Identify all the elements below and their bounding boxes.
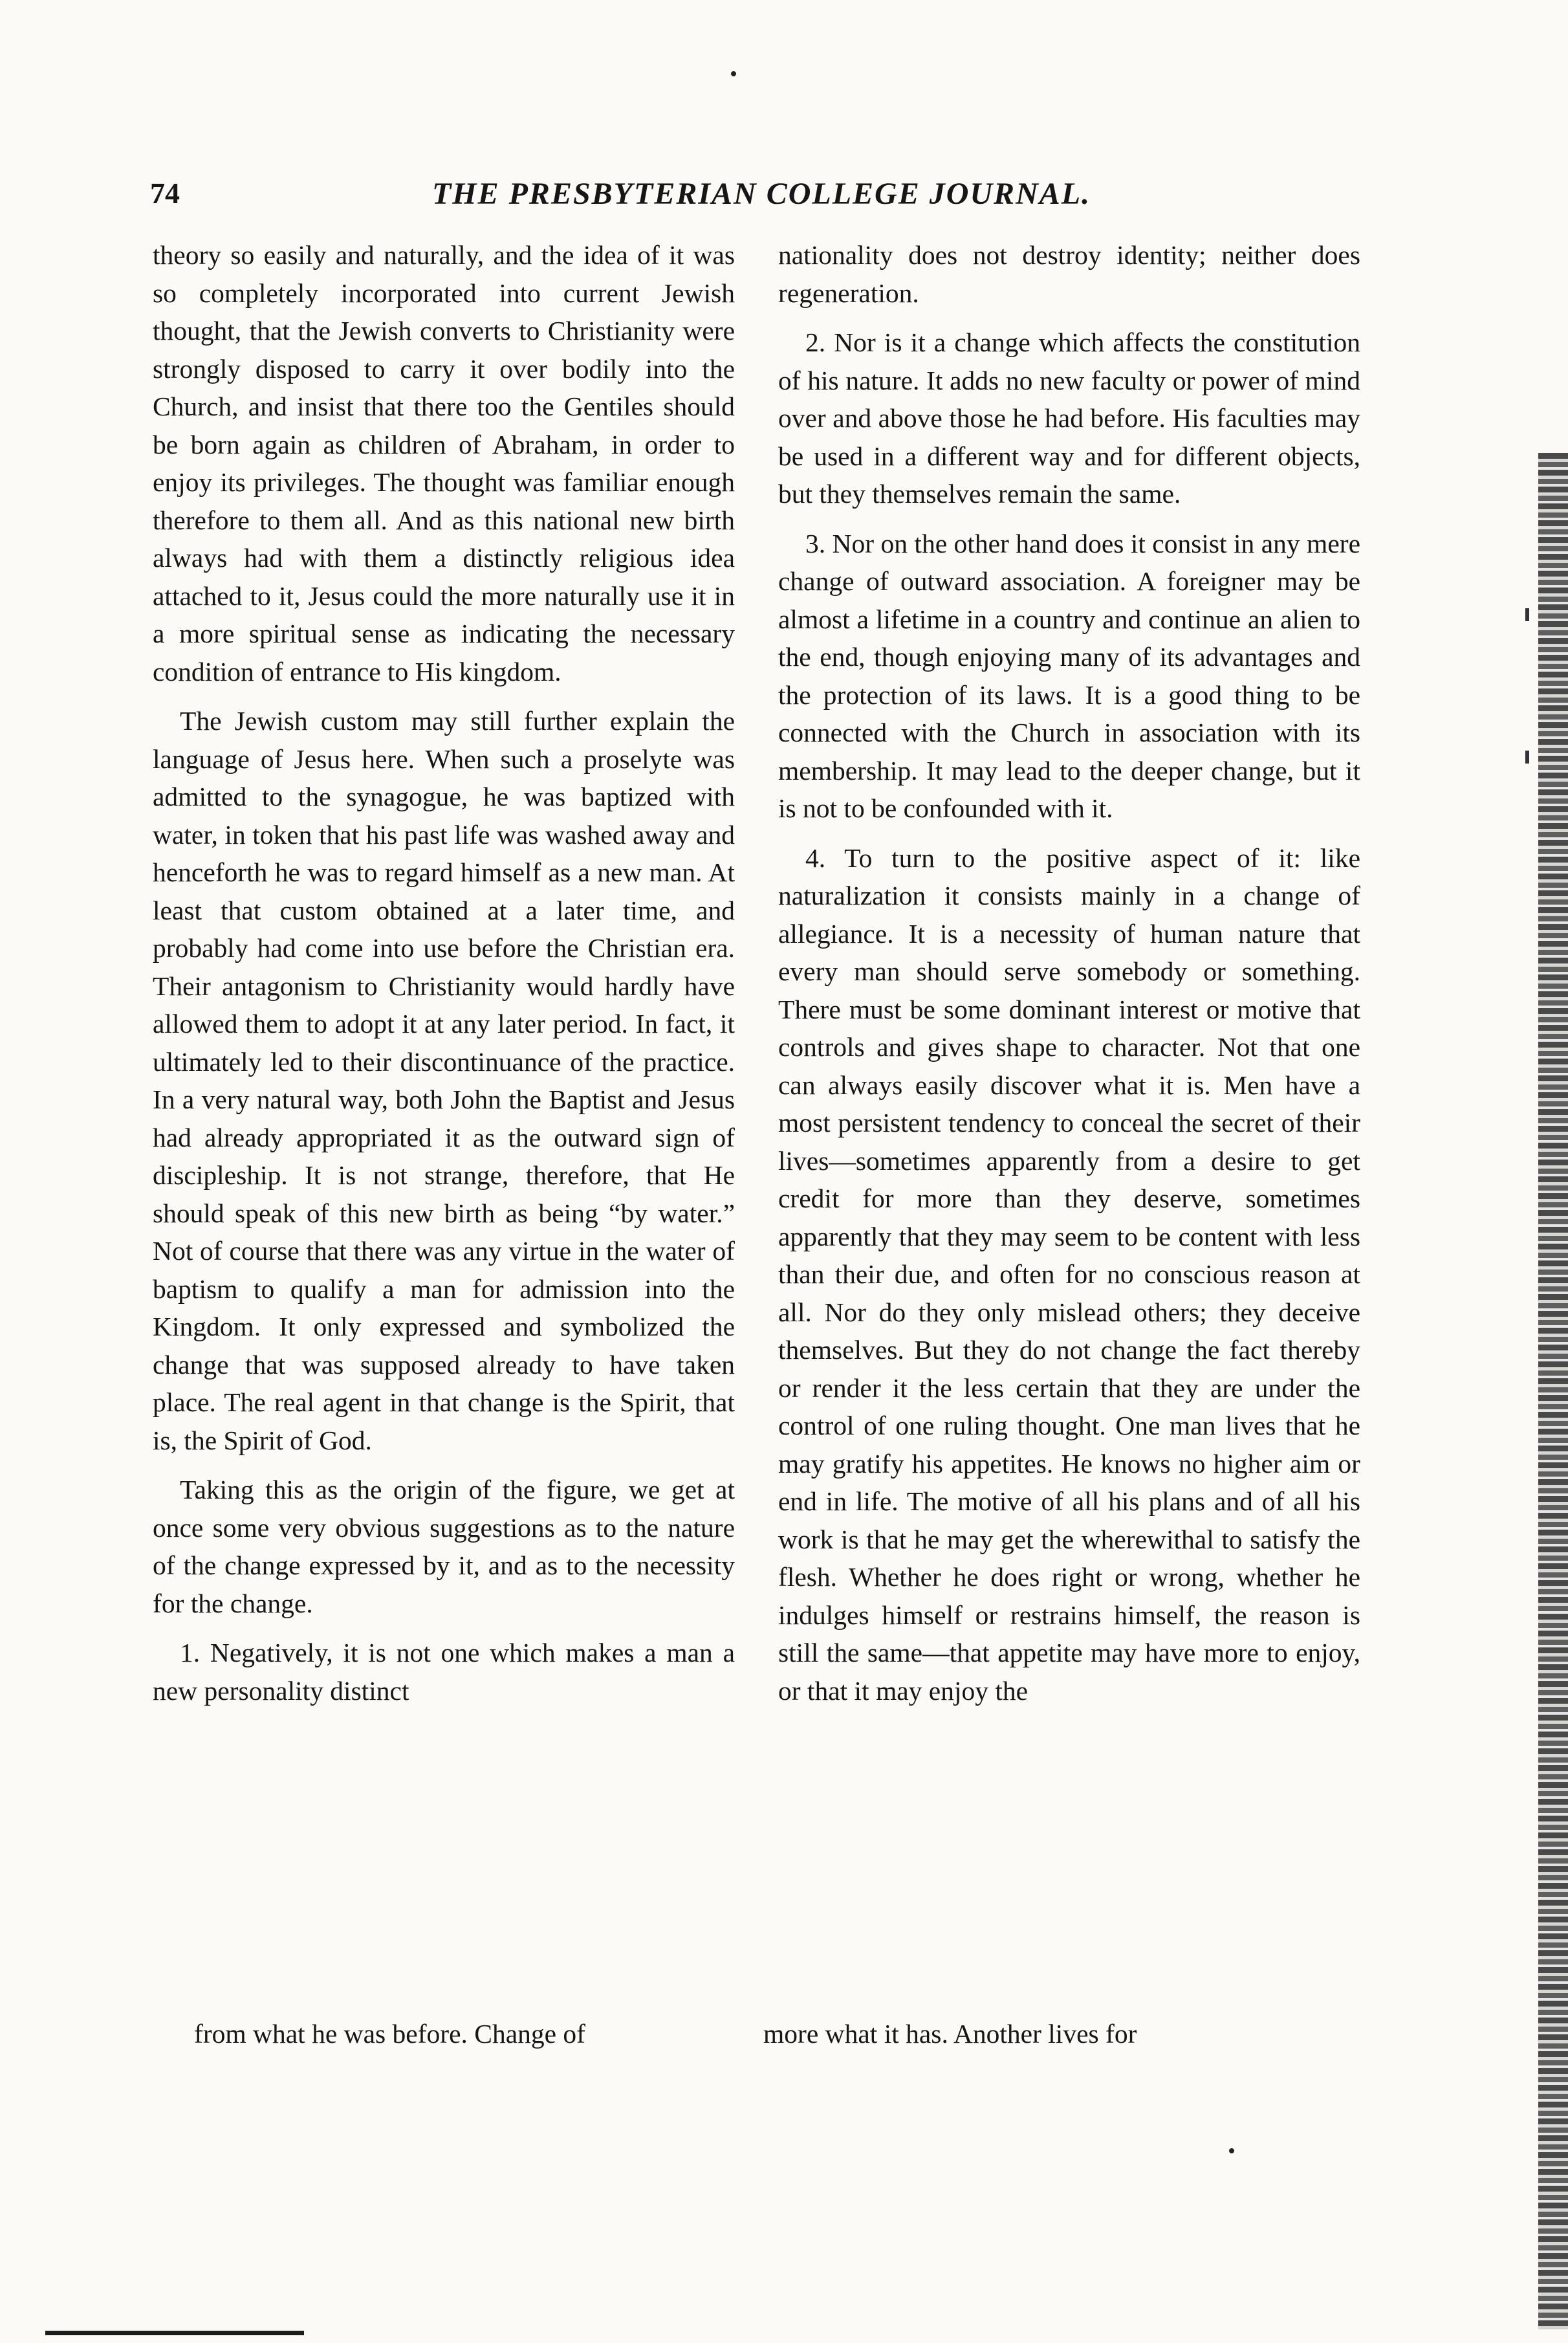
left-paragraph-1: theory so easily and naturally, and the idea of it was so completely incorporated into current Jewish thought, that the Jewish converts to Christianity were strongly disposed to carry it over bodily into the Church, and insist that there too the Gentiles should be born again as children of Abraham, in order to enjoy its privileges. The thought was familiar enough therefore to them all. And as this national new birth always had with them a distinctly religious idea attached to it, Jesus could the more naturally use it in a more spiritual sense as indicating the necessary condition of entrance to His kingdom. [153,240,735,687]
right-paragraph-3: 3. Nor on the other hand does it consist in any mere change of outward association. A foreigner may be almost a lifetime in a country and continue an alien to the end, though enjoying many of its advantages and the protection of its laws. It is a good thing to be connected with the Church in association with its membership. It may lead to the deeper change, but it is not to be confounded with it. [778,528,1360,823]
left-paragraph-4: 1. Negatively, it is not one which makes a man a new personality distinct [153,1638,735,1706]
scan-speck [1229,2148,1234,2153]
bottom-line-right: more what it has. Another lives for [763,2019,1137,2049]
left-column [153,236,735,1710]
scan-edge-mark [1525,608,1529,621]
running-title: THE PRESBYTERIAN COLLEGE JOURNAL. [431,177,1091,211]
left-paragraph-3: Taking this as the origin of the figure, we get at once some very obvious suggestions as to the nature of the change expressed by it, and as to the necessity for the change. [153,1475,735,1618]
right-paragraph-4: 4. To turn to the positive aspect of it: like naturalization it consists mainly in a change of allegiance. It is a necessity of human nature that every man should serve somebody or something. There must be some dominant interest or motive that controls and gives shape to character. Not that one can always easily discover what it is. Men have a most persistent tendency to conceal the secret of their lives—sometimes apparently from a desire to get credit for more than they deserve, sometimes apparently that they may seem to be content with less than their due, and often for no conscious reason at all. Nor do they only mislead others; they deceive themselves. But they do not change the fact thereby or render it the less certain that they are under the control of one ruling thought. One man lives that he may gratify his appetites. He knows no higher aim or end in life. The motive of all his plans and of all his work is that he may get the wherewithal to satisfy the flesh. Whether he does right or wrong, whether he indulges himself or restrains himself, the reason is still the same—that appetite may have more to enjoy, or that it may enjoy the [778,842,1360,1706]
bottom-line-left: from what he was before. Change of [194,2019,585,2049]
scan-rule-line [45,2331,304,2335]
right-paragraph-1: nationality does not destroy identity; neither does regeneration. [778,240,1360,308]
right-column [778,236,1360,1710]
page-header [150,176,1373,228]
scan-edge-mark [1525,751,1529,764]
scan-edge-strip [1538,453,1568,2329]
left-paragraph-2: The Jewish custom may still further explain the language of Jesus here. When such a proselyte was admitted to the synagogue, he was baptized with water, in token that his past life was washed away and henceforth he was to regard himself as a new man. At least that custom obtained at a later time, and probably had come into use before the Christian era. Their antagonism to Christianity would hardly have allowed them to adopt it at any later period. In fact, it ultimately led to their discontinuance of the practice. In a very natural way, both John the Baptist and Jesus had already appropriated it as the outward sign of discipleship. It is not strange, therefore, that He should speak of this new birth as being “by water.” Not of course that there was any virtue in the water of baptism to qualify a man for admission into the Kingdom. It only expressed and symbolized the change that was supposed already to have taken place. The real agent in that change is the Spirit, that is, the Spirit of God. [153,706,735,1455]
page-number: 74 [150,177,180,210]
right-paragraph-2: 2. Nor is it a change which affects the constitution of his nature. It adds no new faculty or power of mind over and above those he had before. His faculties may be used in a different way and for different objects, but they themselves remain the same. [778,327,1360,509]
scan-speck [731,71,736,76]
